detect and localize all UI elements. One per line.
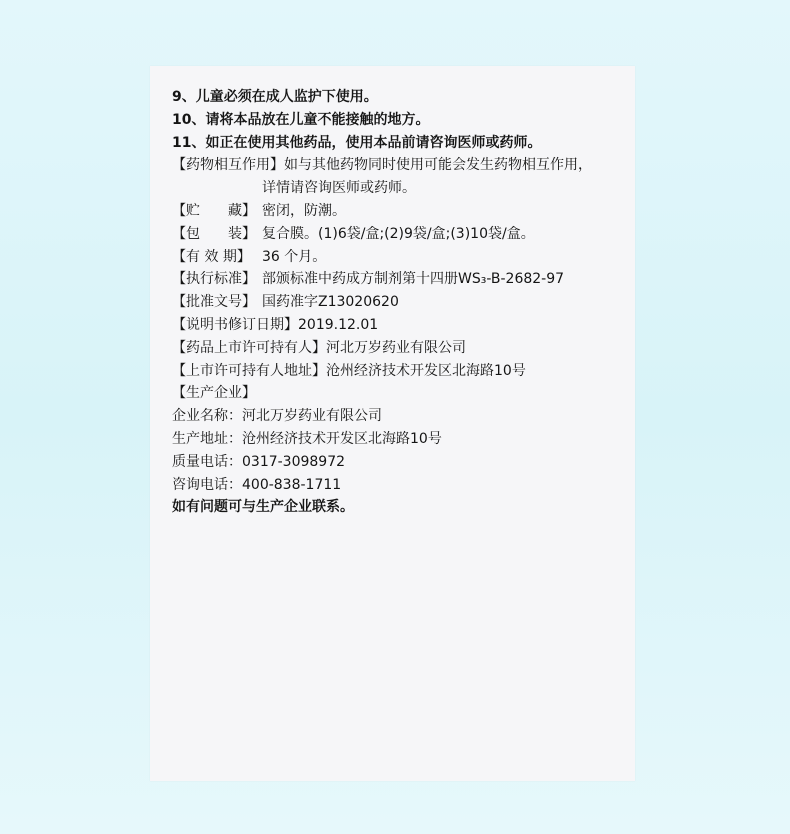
holder-value: 河北万岁药业有限公司 (326, 339, 466, 356)
quality-phone-row (172, 451, 627, 474)
manufacturer-heading (172, 382, 627, 405)
company-name-row (172, 405, 627, 428)
holder-address-label: 【上市许可持有人地址】 (172, 362, 326, 379)
package-row (172, 223, 627, 246)
consult-phone-row (172, 474, 627, 497)
interaction-continuation: 详情请咨询医师或药师。 (262, 180, 416, 197)
expiry-label: 【有 效 期】 (172, 248, 251, 265)
approval-label: 【批准文号】 (172, 294, 256, 311)
contact-notice: 如有问题可与生产企业联系。 (172, 499, 354, 516)
production-address-value: 沧州经济技术开发区北海路10号 (242, 430, 442, 447)
expiry-row (172, 246, 627, 269)
quality-phone-value: 0317-3098972 (242, 453, 346, 470)
standard-value: 部颁标准中药成方制剂第十四册WS₃-B-2682-97 (262, 271, 565, 288)
warning-line-9: 9、儿童必须在成人监护下使用。 (172, 89, 378, 105)
holder-address-value: 沧州经济技术开发区北海路10号 (326, 362, 526, 379)
production-address-row (172, 428, 627, 451)
revision-date-value: 2019.12.01 (298, 316, 379, 333)
warning-line-11: 11、如正在使用其他药品，使用本品前请咨询医师或药师。 (172, 134, 542, 151)
leaflet-text (172, 86, 627, 519)
package-label: 【包 装】 (172, 225, 256, 242)
approval-value: 国药准字Z13020620 (262, 294, 399, 311)
interaction-row (172, 154, 627, 177)
expiry-value: 36 个月。 (262, 248, 327, 265)
consult-phone-label: 咨询电话： (172, 476, 242, 493)
holder-label: 【药品上市许可持有人】 (172, 339, 326, 356)
company-name-value: 河北万岁药业有限公司 (242, 408, 382, 425)
revision-date-label: 【说明书修订日期】 (172, 316, 298, 333)
package-value: 复合膜。(1)6袋/盒;(2)9袋/盒;(3)10袋/盒。 (262, 225, 535, 242)
storage-row (172, 200, 627, 223)
storage-label: 【贮 藏】 (172, 202, 256, 219)
interaction-label: 【药物相互作用】 (172, 157, 284, 174)
quality-phone-label: 质量电话： (172, 453, 242, 470)
approval-row (172, 291, 627, 314)
holder-row (172, 337, 627, 360)
storage-value: 密闭，防潮。 (262, 202, 346, 219)
interaction-value: 如与其他药物同时使用可能会发生药物相互作用， (284, 157, 592, 174)
revision-date-row (172, 314, 627, 337)
company-name-label: 企业名称： (172, 408, 242, 425)
production-address-label: 生产地址： (172, 430, 242, 447)
standard-row (172, 268, 627, 291)
manufacturer-label: 【生产企业】 (172, 385, 256, 402)
consult-phone-value: 400-838-1711 (242, 476, 342, 493)
warning-line-10: 10、请将本品放在儿童不能接触的地方。 (172, 111, 430, 128)
standard-label: 【执行标准】 (172, 271, 256, 288)
holder-address-row (172, 360, 627, 383)
